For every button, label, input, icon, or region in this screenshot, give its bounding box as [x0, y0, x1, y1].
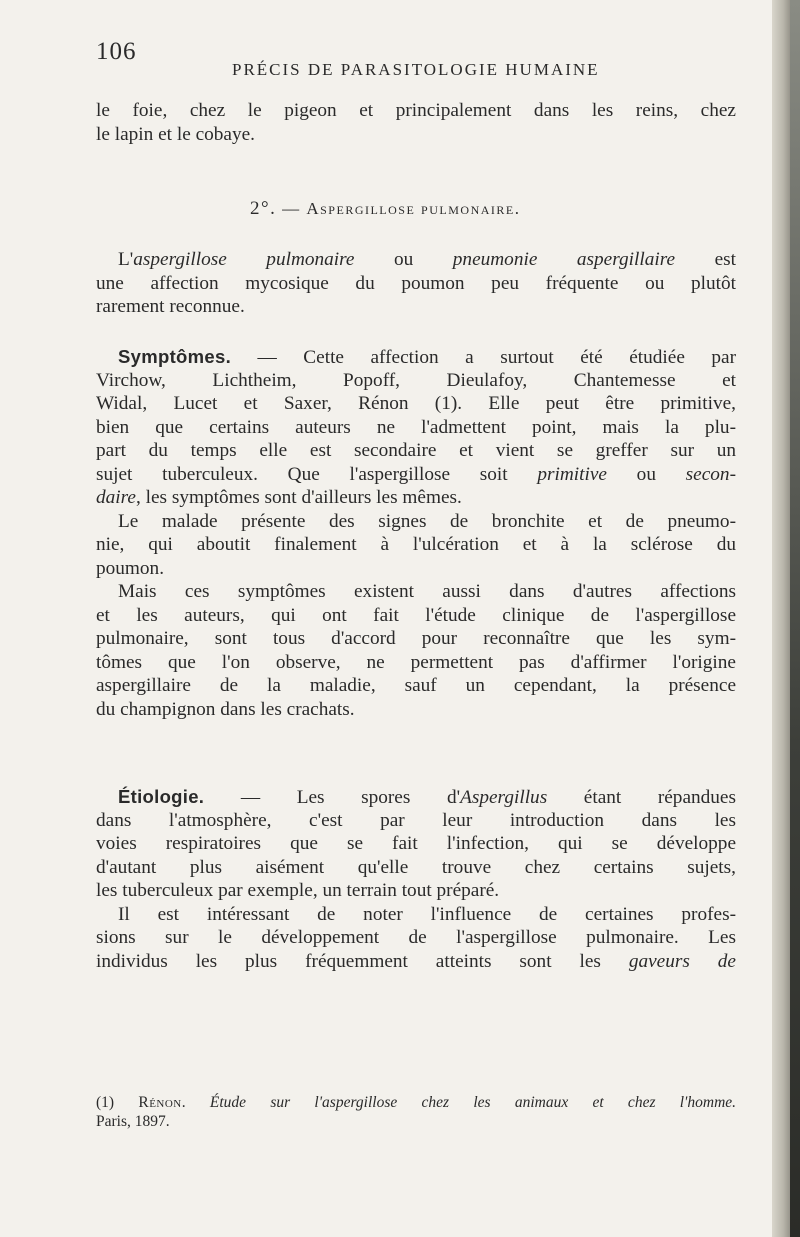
page-edge-binding [790, 0, 800, 1237]
text-run: individus les plus fréquemment atteints sont les [96, 950, 629, 972]
definition-line: une affection mycosique du poumon peu fréquente ou plutôt [96, 272, 736, 294]
symptomes-line: bien que certains auteurs ne l'admettent point, mais la plu- [96, 416, 736, 438]
text-run: est [675, 249, 736, 270]
symptomes-line: tômes que l'on observe, ne permettent pas d'affirmer l'origine [96, 651, 736, 673]
etiologie-line: dans l'atmosphère, c'est par leur introduction dans les [96, 809, 736, 831]
section-heading [250, 198, 520, 220]
etiologie-section [96, 785, 736, 973]
running-title: PRÉCIS DE PARASITOLOGIE HUMAINE [232, 60, 600, 79]
footnote-author: Rénon [138, 1094, 182, 1111]
section-number: 2°. [250, 198, 277, 219]
text-run: — Les spores d' [204, 787, 461, 808]
footnote-line: Paris, 1897. [96, 1113, 170, 1130]
footnote-marker: (1) [96, 1094, 139, 1111]
etiologie-line: Il est intéressant de noter l'influence de certaines profes- [118, 903, 736, 925]
text-run: L' [118, 249, 134, 270]
section-dash: — [282, 199, 301, 218]
symptomes-line: aspergillaire de la maladie, sauf un cependant, la présence [96, 675, 736, 696]
etiologie-line: d'autant plus aisément qu'elle trouve chez certains sujets, [96, 856, 736, 878]
etiologie-line: voies respiratoires que se fait l'infection, qui se développe [96, 833, 736, 854]
etiologie-line: sions sur le développement de l'aspergillose pulmonaire. Les [96, 927, 736, 948]
symptomes-line: poumon. [96, 557, 165, 579]
etiologie-line [96, 950, 736, 974]
symptomes-line [96, 463, 736, 487]
italic-term: pneumonie aspergillaire [452, 249, 676, 270]
italic-term: daire [96, 487, 136, 508]
text-run: sujet tuberculeux. Que l'aspergillose soit [96, 463, 538, 485]
symptomes-line: part du temps elle est secondaire et vient se greffer sur un [96, 440, 736, 461]
section-title: Aspergillose pulmonaire. [306, 199, 521, 218]
symptomes-line: Le malade présente des signes de bronchite et de pneumo- [118, 510, 736, 532]
symptomes-line: et les auteurs, qui ont fait l'étude clinique de l'aspergillose [96, 604, 736, 626]
definition-paragraph [96, 248, 736, 319]
symptomes-line [96, 345, 736, 369]
page-number: 106 [96, 38, 137, 65]
symptomes-line [96, 486, 736, 510]
text-run: ou [354, 249, 453, 270]
etiologie-heading: Étiologie. [118, 786, 205, 807]
symptomes-line: Virchow, Lichtheim, Popoff, Dieulafoy, Chantemesse et [96, 369, 736, 391]
intro-line: le lapin et le cobaye. [96, 123, 255, 145]
footnote [96, 1093, 736, 1131]
italic-term: secon- [685, 463, 736, 485]
footnote-line [96, 1093, 736, 1112]
italic-term: primitive [537, 463, 607, 485]
symptomes-line: Mais ces symptômes existent aussi dans d'autres affections [118, 581, 736, 602]
intro-paragraph [96, 99, 736, 146]
definition-line [96, 248, 736, 272]
text-run: étant répandues [547, 787, 736, 808]
text-run: ou [606, 463, 686, 485]
etiologie-line [96, 785, 736, 809]
page-header [96, 38, 736, 78]
italic-term: aspergillose pulmonaire [133, 249, 355, 270]
text-run: . [181, 1094, 210, 1111]
text-run: , les symptômes sont d'ailleurs les mêmes. [135, 487, 462, 508]
footnote-title: Étude sur l'aspergillose chez les animaux et chez l'homme. [209, 1094, 737, 1111]
symptomes-line: pulmonaire, sont tous d'accord pour reconnaître que les sym- [96, 628, 736, 649]
symptomes-line: nie, qui aboutit finalement à l'ulcération et à la sclérose du [96, 534, 736, 555]
italic-term: Aspergillus [460, 787, 548, 808]
symptomes-section [96, 345, 736, 721]
symptomes-line: du champignon dans les crachats. [96, 698, 355, 720]
italic-term: gaveurs de [628, 950, 736, 972]
definition-line: rarement reconnue. [96, 296, 245, 317]
text-run: — Cette affection a surtout été étudiée par [231, 347, 736, 368]
intro-line: le foie, chez le pigeon et principalement dans les reins, chez [96, 100, 736, 121]
symptomes-line: Widal, Lucet et Saxer, Rénon (1). Elle peut être primitive, [96, 393, 736, 414]
symptomes-heading: Symptômes. [118, 346, 232, 367]
etiologie-line: les tuberculeux par exemple, un terrain tout préparé. [96, 880, 500, 901]
